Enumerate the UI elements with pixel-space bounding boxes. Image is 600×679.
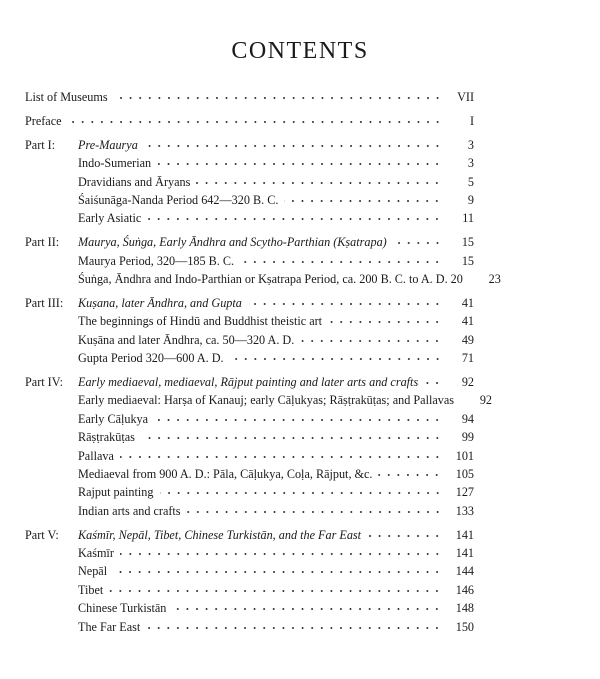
page-title: CONTENTS bbox=[231, 38, 369, 64]
entry-title: Nepāl bbox=[78, 564, 108, 579]
toc-section bbox=[25, 136, 474, 228]
toc-entry[interactable] bbox=[25, 373, 474, 391]
entry-title: Pallava bbox=[78, 448, 114, 463]
toc-entry[interactable] bbox=[25, 331, 474, 349]
page-number: 105 bbox=[455, 466, 474, 481]
toc-entry[interactable] bbox=[25, 544, 474, 562]
dot-leader bbox=[284, 198, 442, 204]
dot-leader bbox=[147, 216, 442, 222]
entry-title: Śaiśunāga-Nanda Period 642—320 B. C. bbox=[78, 192, 279, 207]
dot-leader bbox=[154, 417, 442, 423]
dot-leader bbox=[240, 259, 442, 265]
part-label: Part IV: bbox=[25, 374, 64, 389]
entry-title: Maurya, Śuṅga, Early Āndhra and Scytho-Parthian (Kṣatrapa) bbox=[78, 235, 387, 250]
toc-section bbox=[25, 233, 501, 288]
toc-section bbox=[25, 373, 492, 520]
dot-leader bbox=[172, 606, 442, 612]
toc-entry[interactable] bbox=[25, 233, 474, 251]
dot-leader bbox=[248, 301, 442, 307]
page-number: 146 bbox=[455, 582, 474, 597]
entry-title: Indian arts and crafts bbox=[78, 503, 181, 518]
toc-section bbox=[25, 294, 474, 368]
toc-entry[interactable] bbox=[25, 136, 474, 154]
part-label: Part I: bbox=[25, 137, 56, 152]
entry-title: Gupta Period 320—600 A. D. bbox=[78, 351, 224, 366]
entry-title: Early Asiatic bbox=[78, 211, 142, 226]
entry-title: The Far East bbox=[78, 619, 141, 634]
page-number: 141 bbox=[455, 527, 474, 542]
page-number: 99 bbox=[461, 430, 474, 445]
entry-title: Pre-Maurya bbox=[78, 137, 138, 152]
toc-entry[interactable] bbox=[25, 270, 501, 288]
entry-title: Rāṣṭrakūṭas bbox=[78, 430, 135, 445]
dot-leader bbox=[393, 240, 442, 246]
part-label: Part V: bbox=[25, 527, 59, 542]
dot-leader bbox=[120, 454, 442, 460]
page-number: 127 bbox=[455, 485, 474, 500]
dot-leader bbox=[196, 180, 442, 186]
page-number: 150 bbox=[455, 619, 474, 634]
dot-leader bbox=[424, 380, 442, 386]
page-number: 92 bbox=[479, 393, 492, 408]
toc-entry[interactable] bbox=[25, 154, 474, 172]
toc-entry[interactable] bbox=[25, 465, 474, 483]
dot-leader bbox=[120, 551, 442, 557]
page-number: 41 bbox=[461, 314, 474, 329]
dot-leader bbox=[109, 588, 442, 594]
dot-leader bbox=[113, 569, 442, 575]
dot-leader bbox=[146, 625, 442, 631]
entry-title: Early mediaeval, mediaeval, Rājput painting and later arts and crafts bbox=[78, 374, 419, 389]
dot-leader bbox=[300, 338, 442, 344]
dot-leader bbox=[187, 509, 442, 515]
toc-section bbox=[25, 112, 474, 130]
dot-leader bbox=[328, 319, 442, 325]
page-number: 101 bbox=[455, 448, 474, 463]
toc-entry[interactable] bbox=[25, 502, 474, 520]
toc-entry[interactable] bbox=[25, 349, 474, 367]
page-number: 5 bbox=[467, 174, 474, 189]
page-number: 11 bbox=[462, 211, 474, 226]
toc-entry[interactable] bbox=[25, 312, 474, 330]
dot-leader bbox=[378, 472, 442, 478]
page-number: 141 bbox=[455, 545, 474, 560]
toc-entry[interactable] bbox=[25, 112, 474, 130]
entry-title: Indo-Sumerian bbox=[78, 156, 152, 171]
toc-entry[interactable] bbox=[25, 447, 474, 465]
toc-entry[interactable] bbox=[25, 294, 474, 312]
table-of-contents bbox=[25, 88, 501, 641]
toc-entry[interactable] bbox=[25, 173, 474, 191]
dot-leader bbox=[230, 356, 442, 362]
toc-section bbox=[25, 526, 474, 636]
part-label: Part II: bbox=[25, 235, 60, 250]
toc-entry[interactable] bbox=[25, 428, 474, 446]
toc-entry[interactable] bbox=[25, 410, 474, 428]
entry-title: Tibet bbox=[78, 582, 104, 597]
entry-title: Maurya Period, 320—185 B. C. bbox=[78, 253, 235, 268]
toc-entry[interactable] bbox=[25, 88, 474, 106]
page-number: 9 bbox=[467, 192, 474, 207]
page-number: 144 bbox=[455, 564, 474, 579]
page-number: 3 bbox=[467, 137, 474, 152]
page-number: 3 bbox=[467, 156, 474, 171]
page-number: 15 bbox=[461, 253, 474, 268]
page-number: 23 bbox=[488, 272, 501, 287]
entry-title: Kuṣāna and later Āndhra, ca. 50—320 A. D. bbox=[78, 332, 295, 347]
dot-leader bbox=[157, 161, 442, 167]
entry-title: Kaśmīr bbox=[78, 545, 114, 560]
toc-entry[interactable] bbox=[25, 599, 474, 617]
entry-title: Rajput painting bbox=[78, 485, 154, 500]
entry-title: Kuṣana, later Āndhra, and Gupta bbox=[78, 295, 242, 310]
part-label: Part III: bbox=[25, 295, 64, 310]
entry-title: Mediaeval from 900 A. D.: Pāla, Cāḷukya, Coḷa, Rājput, &c. bbox=[78, 466, 373, 481]
page-number: 49 bbox=[461, 332, 474, 347]
toc-entry[interactable] bbox=[25, 209, 474, 227]
page-number: 133 bbox=[455, 503, 474, 518]
page-number: 92 bbox=[461, 374, 474, 389]
toc-entry[interactable] bbox=[25, 483, 474, 501]
entry-title: The beginnings of Hindū and Buddhist theistic art bbox=[78, 314, 323, 329]
toc-entry[interactable] bbox=[25, 252, 474, 270]
entry-title: Kaśmīr, Nepāl, Tibet, Chinese Turkistān, and the Far East bbox=[78, 527, 362, 542]
entry-title: Chinese Turkistān bbox=[78, 601, 167, 616]
page-number: VII bbox=[457, 90, 474, 104]
entry-title: Dravidians and Āryans bbox=[78, 174, 191, 189]
entry-title: List of Museums bbox=[25, 90, 108, 104]
toc-entry[interactable] bbox=[25, 191, 474, 209]
toc-entry[interactable] bbox=[25, 618, 474, 636]
dot-leader bbox=[141, 435, 442, 441]
dot-leader bbox=[144, 143, 442, 149]
entry-title: Early Cāḷukya bbox=[78, 411, 149, 426]
toc-entry[interactable] bbox=[25, 526, 474, 544]
entry-title: Early mediaeval: Harṣa of Kanauj; early Cāḷukyas; Rāṣṭrakūṭas; and Pallavas bbox=[78, 393, 454, 408]
page-number: 15 bbox=[461, 235, 474, 250]
toc-entry[interactable] bbox=[25, 562, 474, 580]
dot-leader bbox=[160, 490, 443, 496]
entry-title: Śuṅga, Āndhra and Indo-Parthian or Kṣatrapa Period, ca. 200 B. C. to A. D. 20 bbox=[78, 272, 463, 287]
page-number: 148 bbox=[455, 601, 474, 616]
toc-section bbox=[25, 88, 474, 106]
dot-leader bbox=[68, 119, 442, 125]
page-number: I bbox=[469, 113, 474, 128]
toc-entry[interactable] bbox=[25, 581, 474, 599]
page-number: 41 bbox=[461, 295, 474, 310]
page-number: 94 bbox=[461, 411, 474, 426]
page-number: 71 bbox=[461, 351, 474, 366]
entry-title: Preface bbox=[25, 113, 62, 128]
toc-entry[interactable] bbox=[25, 391, 492, 409]
dot-leader bbox=[367, 533, 442, 539]
dot-leader bbox=[114, 95, 442, 101]
